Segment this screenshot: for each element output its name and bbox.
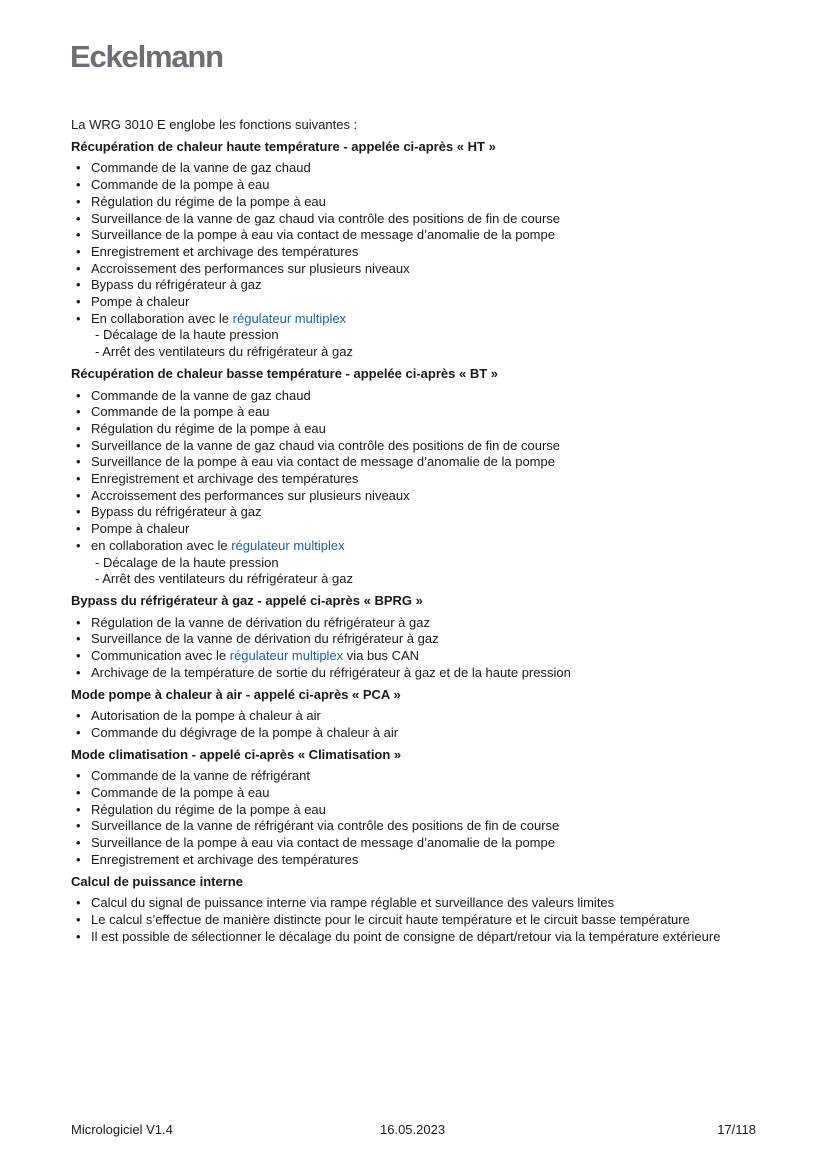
sub-item: - Décalage de la haute pression — [95, 327, 279, 343]
list-item: • Il est possible de sélectionner le décalage du point de consigne de départ/retour via la température extérieure — [71, 929, 761, 946]
list-item: • Commande de la pompe à eau — [71, 404, 761, 421]
list-item: • Commande de la pompe à eau — [71, 177, 761, 194]
list-item: • Calcul du signal de puissance interne via rampe réglable et surveillance des valeurs limites — [71, 895, 761, 912]
list-item-text: En collaboration avec le — [91, 310, 233, 326]
list-item: • Enregistrement et archivage des températures — [71, 471, 761, 488]
list-item: • Le calcul s’effectue de manière distincte pour le circuit haute température et le circuit basse température — [71, 912, 761, 929]
sub-item: - Arrêt des ventilateurs du réfrigérateur à gaz — [95, 571, 353, 587]
list-item: • Régulation de la vanne de dérivation du réfrigérateur à gaz — [71, 615, 761, 632]
list-item: • Surveillance de la vanne de gaz chaud via contrôle des positions de fin de course — [71, 438, 761, 455]
page-content — [71, 117, 761, 950]
list-item: • Surveillance de la pompe à eau via contact de message d’anomalie de la pompe — [71, 227, 761, 244]
multiplex-regulator-link[interactable]: régulateur multiplex — [229, 648, 344, 664]
multiplex-regulator-link[interactable]: régulateur multiplex — [232, 310, 347, 326]
list-item: • Pompe à chaleur — [71, 521, 761, 538]
list-item: • Surveillance de la pompe à eau via contact de message d’anomalie de la pompe — [71, 454, 761, 471]
sub-item: - Décalage de la haute pression — [95, 554, 279, 570]
list-item: • Commande de la vanne de réfrigérant — [71, 768, 761, 785]
list-bprg — [71, 615, 761, 682]
list-item: • Régulation du régime de la pompe à eau — [71, 802, 761, 819]
intro-text: La WRG 3010 E englobe les fonctions suivantes : — [71, 117, 358, 132]
list-item: • Bypass du réfrigérateur à gaz — [71, 277, 761, 294]
list-climatisation — [71, 768, 761, 868]
list-item-text: Communication avec le — [91, 648, 230, 664]
list-bt — [71, 388, 761, 588]
list-item: • Régulation du régime de la pompe à eau — [71, 421, 761, 438]
list-item-with-link — [71, 538, 761, 555]
list-item: • Commande de la vanne de gaz chaud — [71, 160, 761, 177]
list-item: • Commande de la vanne de gaz chaud — [71, 388, 761, 405]
section-title-climatisation: Mode climatisation - appelé ci-après « Climatisation » — [71, 746, 402, 762]
list-item: • Surveillance de la vanne de réfrigérant via contrôle des positions de fin de course — [71, 818, 761, 835]
footer-firmware-version: Micrologiciel V1.4 — [71, 1122, 173, 1137]
list-item: • Commande du dégivrage de la pompe à chaleur à air — [71, 725, 761, 742]
list-item-text: en collaboration avec le — [91, 537, 232, 553]
list-item: • Surveillance de la vanne de gaz chaud via contrôle des positions de fin de course — [71, 211, 761, 228]
section-title-power-calc: Calcul de puissance interne — [71, 873, 243, 889]
multiplex-regulator-link[interactable]: régulateur multiplex — [231, 537, 345, 553]
list-item-text: via bus CAN — [343, 648, 420, 664]
list-ht — [71, 160, 761, 360]
footer-date: 16.05.2023 — [380, 1122, 446, 1137]
sub-item: - Arrêt des ventilateurs du réfrigérateur à gaz — [95, 344, 353, 360]
section-title-ht: Récupération de chaleur haute température - appelée ci-après « HT » — [71, 138, 496, 154]
list-item: • Enregistrement et archivage des températures — [71, 244, 761, 261]
list-item-with-link — [71, 311, 761, 328]
section-title-bt: Récupération de chaleur basse température - appelée ci-après « BT » — [71, 365, 498, 381]
list-item: • Autorisation de la pompe à chaleur à air — [71, 708, 761, 725]
list-item: • Enregistrement et archivage des températures — [71, 852, 761, 869]
eckelmann-logo: Eckelmann — [70, 39, 223, 74]
list-item: • Régulation du régime de la pompe à eau — [71, 194, 761, 211]
list-item-with-link — [71, 648, 761, 665]
list-power-calc — [71, 895, 761, 945]
list-item: • Surveillance de la vanne de dérivation du réfrigérateur à gaz — [71, 631, 761, 648]
footer-page-number: 17/118 — [717, 1122, 756, 1137]
list-item: • Surveillance de la pompe à eau via contact de message d’anomalie de la pompe — [71, 835, 761, 852]
list-item: • Commande de la pompe à eau — [71, 785, 761, 802]
list-item: • Archivage de la température de sortie du réfrigérateur à gaz et de la haute pression — [71, 665, 761, 682]
list-item: • Accroissement des performances sur plusieurs niveaux — [71, 261, 761, 278]
list-item: • Pompe à chaleur — [71, 294, 761, 311]
list-pca — [71, 708, 761, 741]
list-item: • Accroissement des performances sur plusieurs niveaux — [71, 488, 761, 505]
section-title-pca: Mode pompe à chaleur à air - appelé ci-après « PCA » — [71, 686, 401, 702]
section-title-bprg: Bypass du réfrigérateur à gaz - appelé ci-après « BPRG » — [71, 592, 423, 608]
list-item: • Bypass du réfrigérateur à gaz — [71, 504, 761, 521]
